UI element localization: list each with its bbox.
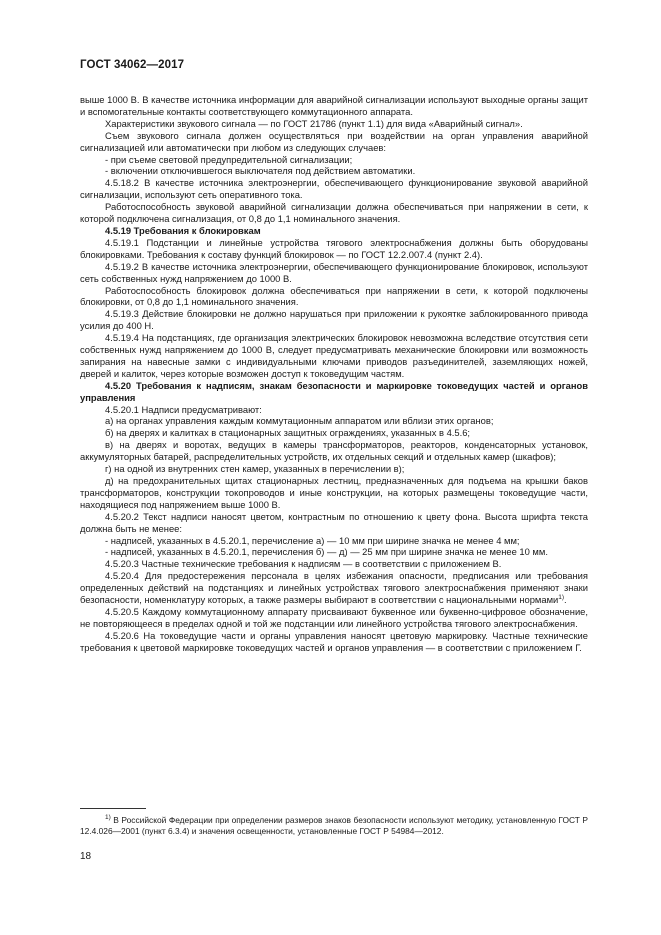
page-number: 18 [80,851,92,862]
footnote [80,815,588,838]
paragraph: 4.5.19.4 На подстанциях, где организация электрических блокировок невозможна вследствие отсутствия сети собственных нужд напряжением до 1000 В, следует предусматривать механические блокировки или возможность запирания на навесные замки с индивидуальными ключами приводов разъединителей, заземляющих ножей, дверей и калиток, через которые возможен доступ к токоведущим частям. [80,332,588,379]
paragraph: Работоспособность блокировок должна обеспечиваться при напряжении в сети, к которой подключены блокировки, от 0,8 до 1,1 номинального значения. [80,284,588,308]
paragraph-text: 4.5.20.4 Для предостережения персонала в целях избежания опасности, предписания или требования определенных действий на подстанциях и линейных устройствах тягового электроснабжения применяют знаки безопасности, номенклатуру которых, а также размеры выбирают в соответствии с национальными нормами [80,570,588,606]
footnote-reference: 1) [558,593,565,601]
list-item: - при съеме световой предупредительной сигнализации; [105,153,353,165]
paragraph: 4.5.20.1 Надписи предусматривают: [105,403,262,415]
list-item: - надписей, указанных в 4.5.20.1, перечисление а) — 10 мм при ширине значка не менее 4 мм; [105,534,520,546]
paragraph: Работоспособность звуковой аварийной сигнализации должна обеспечиваться при напряжении в сети, к которой подключена сигнализация, от 0,8 до 1,1 номинального значения. [80,201,588,225]
page-header: ГОСТ 34062—2017 [80,59,185,71]
paragraph: 4.5.20.6 На токоведущие части и органы управления наносят цветовую маркировку. Частные технические требования к цветовой маркировке токоведущих частей и органов управления — в соответствии с приложением Г. [80,629,588,653]
list-item: б) на дверях и калитках в стационарных защитных ограждениях, указанных в 4.5.6; [105,427,471,439]
paragraph: Съем звукового сигнала должен осуществляться при воздействии на орган управления аварийной сигнализацией или автоматически при любом из следующих случаев: [80,129,588,153]
list-item: - включении отключившегося выключателя под действием автоматики. [105,165,416,177]
paragraph: выше 1000 В. В качестве источника информации для аварийной сигнализации используют выходные органы защит и вспомогательные контакты соответствующего коммутационного аппарата. [80,94,588,117]
paragraph: 4.5.19.3 Действие блокировки не должно нарушаться при приложении к рукоятке заблокированного привода усилия до 400 Н. [80,308,588,332]
section-heading: 4.5.20 Требования к надписям, знакам безопасности и маркировке токоведущих частей и органов управления [80,379,588,403]
paragraph: 4.5.20.5 Каждому коммутационному аппарату присваивают буквенное или буквенно-цифровое обозначение, не повторяющееся в пределах одной и той же подстанции или линейного устройства тягового электроснабжения. [80,605,588,629]
paragraph: 4.5.20.2 Текст надписи наносят цветом, контрастным по отношению к цвету фона. Высота шрифта текста должна быть не менее: [80,510,588,534]
footnote-separator [80,808,146,809]
paragraph [80,570,588,606]
section-heading: 4.5.19 Требования к блокировкам [105,224,261,236]
footnote-text: В Российской Федерации при определении размеров знаков безопасности используют методику, установленную ГОСТ Р 12.4.026—2001 (пункт 6.3.4) и значения освещенности, установленные ГОСТ Р 54984—2012. [80,815,588,837]
list-item: г) на одной из внутренних стен камер, указанных в перечислении в); [105,463,405,475]
paragraph-end: . [564,594,567,606]
list-item: в) на дверях и воротах, ведущих в камеры трансформаторов, реакторов, конденсаторных установок, аккумуляторных батарей, распределительных устройств, их отдельных секций и отдельных камер (шкафов); [80,439,588,463]
body-text [80,94,588,654]
paragraph: 4.5.19.2 В качестве источника электроэнергии, обеспечивающего функционирование блокировок, используют сеть собственных нужд напряжением до 1000 В. [80,260,588,284]
list-item: д) на предохранительных щитах стационарных лестниц, предназначенных для подъема на крышки баков трансформаторов, конструкции токопроводов и иные конструкции, на которых размещены токоведущие части, находящиеся под напряжением выше 1000 В. [80,475,588,510]
paragraph: 4.5.18.2 В качестве источника электроэнергии, обеспечивающего функционирование звуковой аварийной сигнализации, используют сеть оперативного тока. [80,177,588,201]
list-item: а) на органах управления каждым коммутационным аппаратом или вблизи этих органов; [105,415,494,427]
paragraph: 4.5.20.3 Частные технические требования к надписям — в соответствии с приложением В. [105,558,502,570]
footnote-marker: 1) [105,814,111,822]
paragraph: 4.5.19.1 Подстанции и линейные устройства тягового электроснабжения должны быть оборудованы блокировками. Требования к составу функций блокировок — по ГОСТ 12.2.007.4 (пункт 2.4). [80,236,588,260]
list-item: - надписей, указанных в 4.5.20.1, перечисления б) — д) — 25 мм при ширине значка не менее 10 мм. [105,546,548,558]
paragraph: Характеристики звукового сигнала — по ГОСТ 21786 (пункт 1.1) для вида «Аварийный сигнал». [105,117,523,129]
